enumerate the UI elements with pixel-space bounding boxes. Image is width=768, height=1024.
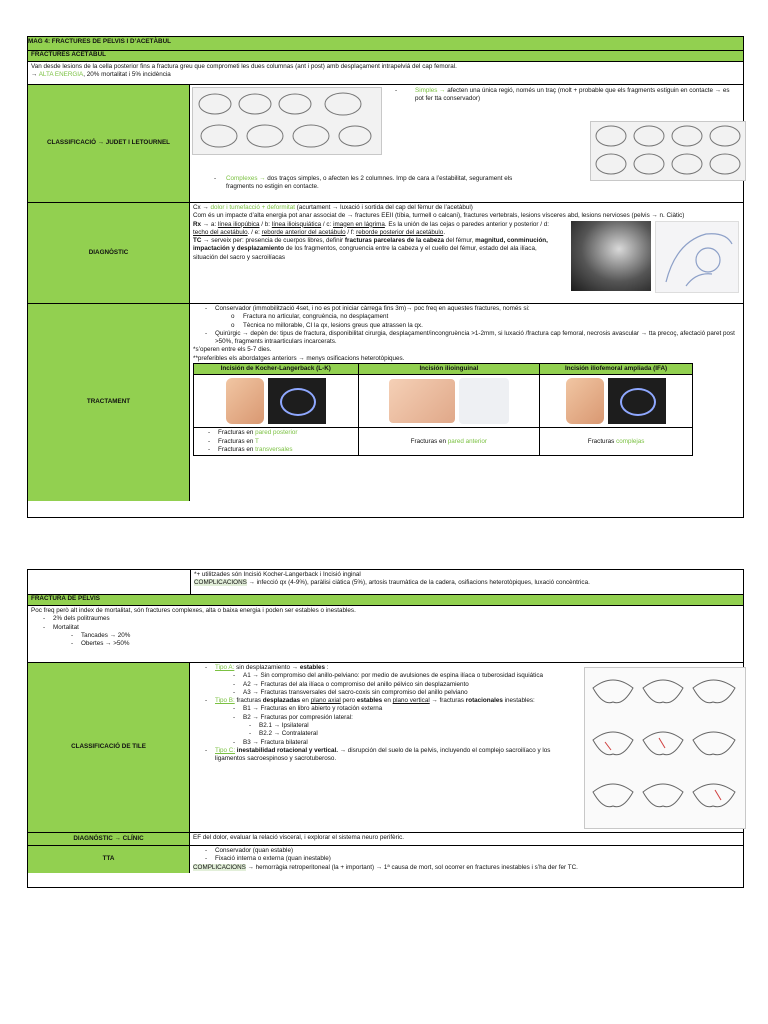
table-header: Incisión iliofemoral ampliada (IFA) <box>540 364 693 375</box>
pelvis-sketch-icon <box>591 122 745 180</box>
complications-label: COMPLICACIONS <box>194 579 247 587</box>
section-title: FRACTURA DE PELVIS <box>31 595 100 602</box>
lk-list <box>196 429 356 454</box>
complications-text: → hemorràgia retroperitoneal (la + important) → 1ª causa de mort, sol ocorrer en fractures inestables i s’ha der fer TC. <box>245 863 578 871</box>
incision-photo-scan <box>608 378 666 424</box>
treatment-list <box>193 305 740 346</box>
clinical-signs: dolor i tumefacció + deformitat <box>210 204 296 211</box>
list-item: - Tancades → 20% <box>31 632 740 640</box>
rx-f-text: reborde posterior del acetábulo <box>356 228 444 236</box>
acetabulum-icon <box>656 222 738 292</box>
list-item: - A2 → Fracturas del ala ilíaca o compromiso del anillo pélvico sin desplazamiento <box>193 681 578 689</box>
tile-content <box>190 663 743 832</box>
tipo-text: en <box>300 697 311 705</box>
table-cell <box>358 375 540 428</box>
pelvis-stats-list <box>31 615 740 648</box>
tile-label: CLASSIFICACIÓ DE TILE <box>28 663 190 832</box>
tipo-underline: plano vertical <box>392 697 430 705</box>
incision-photo-bone <box>459 378 509 424</box>
diagnostic-row <box>28 202 743 303</box>
table-cell <box>540 375 693 428</box>
cx-rest: (acurtament → luxació i sortida del cap del fèmur de l’acetàbul) <box>295 204 473 211</box>
classification-row <box>28 84 743 202</box>
tta-list <box>193 847 740 864</box>
table-cell <box>194 375 359 428</box>
incision-photo-skin <box>566 378 604 424</box>
list-item: - Conservador (quan estable) <box>193 847 740 855</box>
intro-rest: , 20% mortalitat i 5% incidència <box>83 71 171 79</box>
tipo-c: Tipo C: <box>215 746 236 754</box>
tipo-text: → disrupción del suelo de la pelvis, incluyendo el complejo sacroilíaco y los ligamentos sacroespinoso y sacrotuberoso. <box>215 746 551 763</box>
list-item: - 2% dels politraumes <box>31 615 740 623</box>
arrow: → <box>31 71 38 79</box>
tc-bold: fracturas parcelares de la cabeza <box>344 237 444 245</box>
list-item <box>193 747 578 764</box>
pelvis-diagnostic-label: DIAGNÒSTIC → CLÍNIC <box>28 833 190 845</box>
note: *+ utilitzades són Incisió Kocher-Langerback i Incisió inginal <box>194 571 361 578</box>
lk-prefix: Fracturas en <box>218 437 255 445</box>
rx-b-text: línea ilioisquiática <box>271 220 322 228</box>
rx-tc-text <box>193 221 563 293</box>
classification-content <box>190 85 743 202</box>
cx-prefix: Cx → <box>193 204 211 211</box>
lk-green: transversales <box>255 445 293 453</box>
complexes-keyword: Complexes → <box>226 175 266 182</box>
rx-label: Rx → <box>193 220 211 228</box>
ii-green: pared anterior <box>447 437 487 445</box>
incision-photo <box>196 376 356 426</box>
table-row <box>194 428 693 456</box>
note: **preferibles els abordatges anteriors → menys osificacions heterotòpiques. <box>193 354 405 362</box>
complications-line <box>194 579 740 587</box>
list-item <box>196 446 356 454</box>
incision-photo-skin <box>226 378 264 424</box>
lk-green: pared posterior <box>255 429 298 437</box>
tipo-text: sin desplazamiento → <box>234 664 300 671</box>
table-row <box>194 364 693 375</box>
table-cell <box>540 428 693 456</box>
simples-keyword: Simples → <box>415 87 446 94</box>
acetabulum-diagram-image <box>655 221 739 293</box>
tipo-text: pero <box>340 697 357 705</box>
continuation-content <box>191 570 743 594</box>
treatment-row <box>28 303 743 501</box>
diagnostic-label: DIAGNÒSTIC <box>28 203 190 303</box>
pelvis-tta-row <box>28 845 743 873</box>
list-item: o Fractura no articular, congruència, no desplaçament <box>193 313 740 321</box>
complexes-text: dos traços simples, o afecten les 2 columnes. Imp de cara a l’estabilitat, segurament els fragments no estigin en contacte. <box>226 175 513 191</box>
section-title: FRACTURES ACETÀBUL <box>31 51 106 58</box>
list-item: - B3 → Fractura bilateral <box>193 739 578 747</box>
rx-sep: / c: <box>321 220 334 228</box>
lk-prefix: Fracturas en <box>218 429 256 437</box>
acetabul-table <box>27 36 744 518</box>
note: *s’operen entre els 5-7 dies. <box>193 346 272 354</box>
pelvis-diagnostic-text: EF del dolor, evaluar la relació visceral, i explorar el sistema neuro perifèric. <box>193 834 405 841</box>
tipo-bold: desplazadas <box>262 697 301 705</box>
tipo-bold: estables <box>356 697 383 705</box>
complexes-item: - Complexes → dos traços simples, o afecten les 2 columnes. Imp de cara a l’estabilitat, segurament els fragments no estigin en contacte. <box>214 175 513 191</box>
table-cell <box>194 428 359 456</box>
pelvis-sketch-icon <box>193 88 381 154</box>
tipo-bold: rotacionales <box>465 697 503 705</box>
table-header: Incisión de Kocher-Langerback (L-K) <box>194 364 359 375</box>
rx-sep: / f: <box>345 228 357 236</box>
classification-label: CLASSIFICACIÓ → JUDET I LETOURNEL <box>28 85 190 202</box>
tipo-bold: estables <box>299 664 326 671</box>
rx-end: . <box>443 228 446 236</box>
xray-image <box>571 221 651 291</box>
list-item: o Tècnica no millorable, CI la qx, lesions greus que atrassen la qx. <box>193 322 740 330</box>
tc-text: del fémur, <box>443 237 476 245</box>
list-item: - Fixació interna o externa (quan inestable) <box>193 855 740 863</box>
clinical-line <box>193 204 740 212</box>
tipo-underline: plano axial <box>310 697 341 705</box>
section-header-pelvis <box>28 594 743 605</box>
intro-line-2 <box>31 71 740 79</box>
tipo-bold: inestabilidad rotacional y vertical. <box>235 746 338 754</box>
pelvis-tta-content <box>190 846 743 873</box>
incisions-table <box>193 363 693 456</box>
lk-prefix: Fracturas en <box>218 445 256 453</box>
section-header-acetabul <box>28 50 743 61</box>
table-header: Incisión ilioinguinal <box>358 364 540 375</box>
rx-mid: . Es la unión de las cejas o paredes anterior y posterior / d: <box>384 220 550 228</box>
list-item <box>196 438 356 446</box>
tc-text: de los fragmentos, congruencia entre la cabeza y el cuello del fémur, estado del ala ilíaca, situación del sacro y sacroilíacas <box>193 245 537 261</box>
simples-item: - Simples → afecten una única regió, només un traç (molt + probable que els fragments estiguin en contacte → es pot fer tta conservador) <box>395 87 730 103</box>
continuation-row <box>28 570 743 594</box>
empty-cell <box>28 570 191 594</box>
pelvis-tta-label: TTA <box>28 846 190 873</box>
tipo-text: → fracturas <box>429 697 466 705</box>
rx-c-text: imagen en lágrima <box>333 220 385 228</box>
list-item <box>193 664 578 672</box>
rx-line <box>193 221 563 238</box>
tile-diagrams-image <box>584 667 746 829</box>
pelvis-intro <box>28 605 743 662</box>
tile-row <box>28 662 743 832</box>
simples-diagram-image <box>192 87 382 155</box>
pelvis-sketch-icon <box>585 668 745 828</box>
tc-text: serveix per: presencia de cuerpos libres, definir <box>211 237 345 245</box>
tipo-text: inestables: <box>502 697 535 705</box>
list-item: - B2.1 → Ipsilateral <box>193 722 578 730</box>
intro-line: Poc freq però alt index de mortalitat, són fractures complexes, alta o baixa energia i poden ser estables o inestables. <box>31 607 356 614</box>
table-row <box>194 375 693 428</box>
impact-line: Com és un impacte d’alta energia pot anar associat de → fractures EEII (tíbia, turmell o calcani), fractures vertebrals, lesions vísceres abd, lesions nervioses (pelvis → n. Ciàtic) <box>193 212 685 220</box>
complications-label: COMPLICACIONS <box>193 863 246 871</box>
tc-line <box>193 237 563 262</box>
list-item: - B2.2 → Contralateral <box>193 730 578 738</box>
list-item: - A1 → Sin compromiso del anillo-pelviano: por medio de avulsiones de espina ilíaca o tuberosidad isquiática <box>193 672 578 680</box>
tipo-text: : <box>325 664 329 671</box>
rx-sep: . / e: <box>247 228 262 236</box>
list-item: - A3 → Fracturas transversales del sacro-coxis sin compromiso del anillo pelviano <box>193 689 578 697</box>
rx-d-text: techo del acetábulo <box>193 228 248 236</box>
incision-photo-skin <box>389 379 455 423</box>
complications-text: → infecció qx (4-9%), paràlisi ciàtica (5%), artosis traumàtica de la cadera, osifiacions heterotòpiques, luxació concèntrica. <box>246 579 590 587</box>
page-title <box>28 37 743 50</box>
incision-photo <box>542 376 690 426</box>
pelvis-diagnostic-row <box>28 832 743 845</box>
list-item: - Quirúrgic → depèn de: tipus de fractura, disponibilitat cirurgia, desplaçament/incongruència >1-2mm, si luxació /fractura cap femoral, necrosis avascular → tta precoç, afectació paret post >50%, fragments intraarticulars incarcerats. <box>193 330 740 347</box>
tipo-b: Tipo B: <box>215 697 235 705</box>
intro-line: Van desde lesions de la cella posterior fins a fractura greu que comprometi les dues columnas (ant i post) amb desplaçament intrapelviá del cap femoral. <box>31 63 457 70</box>
rx-sep: / b: <box>259 220 272 228</box>
page-title-text: MAG 4: FRACTURES DE PELVIS I D’ACETÀBUL <box>28 38 171 45</box>
list-item: - Obertes → >50% <box>31 640 740 648</box>
tc-bold: magnitud, conminución, impactación y desplazamiento <box>193 237 548 253</box>
list-item: - Conservador (immobilització 4set, i no es pot iniciar càrrega fins 3m)→ poc freq en aquestes fractures, només si: <box>193 305 740 313</box>
tipo-a: Tipo A: <box>215 664 235 671</box>
lk-green: T <box>254 437 259 445</box>
tile-list <box>193 664 578 764</box>
tile-text <box>193 664 578 764</box>
complications-line <box>193 864 740 872</box>
treatment-label: TRACTAMENT <box>28 304 190 501</box>
diagnostic-content <box>190 203 743 303</box>
rx-a-text: línea iliopúbica <box>217 220 260 228</box>
high-energy-text: ALTA ENERGIA <box>38 71 84 79</box>
list-item <box>193 697 578 705</box>
table-cell <box>358 428 540 456</box>
treatment-content <box>190 304 743 501</box>
incision-photo <box>361 376 538 426</box>
pelvis-table <box>27 569 744 888</box>
complexes-diagram-image <box>590 121 746 181</box>
list-item <box>196 429 356 437</box>
simples-text: afecten una única regió, només un traç (molt + probable que els fragments estiguin en contacte → es pot fer tta conservador) <box>415 87 730 103</box>
ii-prefix: Fracturas en <box>410 437 448 445</box>
ifa-prefix: Fracturas <box>587 437 617 445</box>
list-item: - B1 → Fracturas en libro abierto y rotación externa <box>193 705 578 713</box>
list-item: - Mortalitat <box>31 624 740 632</box>
rx-a: a: <box>210 220 218 228</box>
rx-e-text: reborde anterior del acetábulo <box>261 228 346 236</box>
tipo-text: en <box>382 697 393 705</box>
acetabul-intro <box>28 61 743 84</box>
list-item: - B2 → Fracturas por compresión lateral: <box>193 714 578 722</box>
tipo-text: fracturas <box>234 697 263 705</box>
ifa-green: complejas <box>616 437 645 445</box>
incision-photo-scan <box>268 378 326 424</box>
rx-tc-block <box>193 221 740 293</box>
tc-label: TC → <box>193 237 212 245</box>
